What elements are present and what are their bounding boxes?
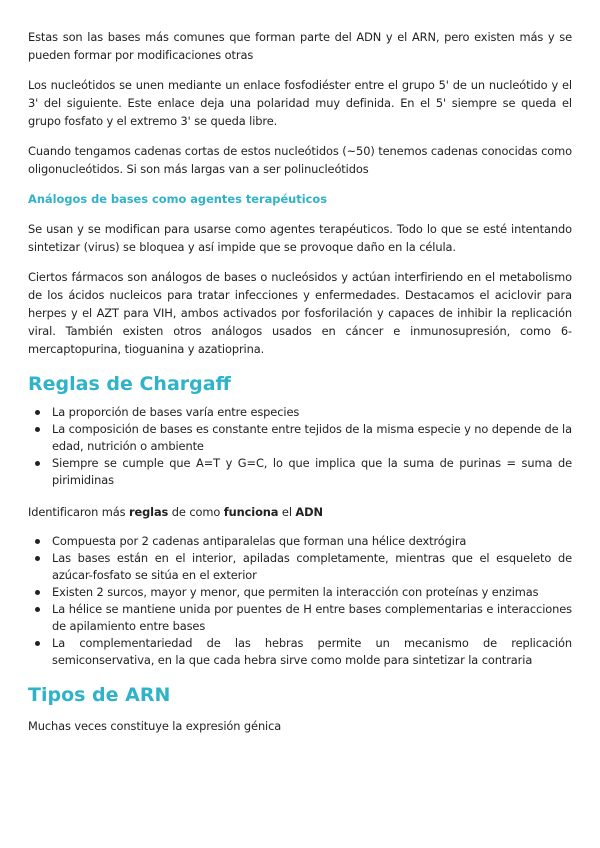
bullet-icon	[35, 410, 40, 415]
bullet-icon	[35, 427, 40, 432]
bullet-icon	[35, 556, 40, 561]
subheading-base-analogs: Análogos de bases como agentes terapéuticos	[28, 192, 327, 206]
paragraph-phosphodiester-bond: Los nucleótidos se unen mediante un enlace fosfodiéster entre el grupo 5' de un nucleótido y el 3' del siguiente. Este enlace deja una polaridad muy definida. En el 5' siempre se queda el grupo fosfato y el extremo 3' se queda libre.	[28, 78, 572, 128]
dna-structure-list	[28, 533, 572, 669]
list-item: La hélice se mantiene unida por puentes de H entre bases complementarias e interacciones de apilamiento entre bases	[28, 601, 572, 635]
paragraph-oligonucleotides: Cuando tengamos cadenas cortas de estos nucleótidos (~50) tenemos cadenas conocidas como oligonucleótidos. Si son más largas van a ser polinucleótidos	[28, 144, 572, 176]
list-item: Siempre se cumple que A=T y G=C, lo que implica que la suma de purinas = suma de pirimidinas	[28, 455, 572, 489]
paragraph-therapeutic-agents: Se usan y se modifican para usarse como agentes terapéuticos. Todo lo que se esté intentando sintetizar (virus) se bloquea y así impide que se provoque daño en la célula.	[28, 222, 572, 254]
bullet-icon	[35, 641, 40, 646]
bullet-icon	[35, 590, 40, 595]
heading-chargaff-rules: Reglas de Chargaff	[28, 373, 231, 395]
paragraph-gene-expression: Muchas veces constituye la expresión génica	[28, 719, 282, 733]
paragraph-drug-analogs: Ciertos fármacos son análogos de bases o nucleósidos y actúan interfiriendo en el metabolismo de los ácidos nucleicos para tratar infecciones y enfermedades. Destacamos el aciclovir para herpes y el AZT para VIH, ambos activados por fosforilación y capaces de inhibir la replicación viral. También existen otros análogos usados en cáncer e inmunosupresión, como 6-mercaptopurina, tioguanina y azatioprina.	[28, 270, 572, 356]
list-item: La composición de bases es constante entre tejidos de la misma especie y no depende de la edad, nutrición o ambiente	[28, 421, 572, 455]
list-item: Existen 2 surcos, mayor y menor, que permiten la interacción con proteínas y enzimas	[28, 584, 572, 601]
bullet-icon	[35, 539, 40, 544]
list-item: La proporción de bases varía entre especies	[28, 404, 572, 421]
heading-rna-types: Tipos de ARN	[28, 684, 171, 706]
list-item: Compuesta por 2 cadenas antiparalelas que forman una hélice dextrógira	[28, 533, 572, 550]
chargaff-rules-list	[28, 404, 572, 489]
list-item: Las bases están en el interior, apiladas completamente, mientras que el esqueleto de azúcar-fosfato se sitúa en el exterior	[28, 550, 572, 584]
list-item: La complementariedad de las hebras permite un mecanismo de replicación semiconservativa, en la que cada hebra sirve como molde para sintetizar la contraria	[28, 635, 572, 669]
paragraph-rules-intro: Identificaron más reglas de como funciona el ADN	[28, 505, 323, 519]
paragraph-common-bases: Estas son las bases más comunes que forman parte del ADN y el ARN, pero existen más y se pueden formar por modificaciones otras	[28, 30, 572, 62]
bullet-icon	[35, 461, 40, 466]
bullet-icon	[35, 607, 40, 612]
